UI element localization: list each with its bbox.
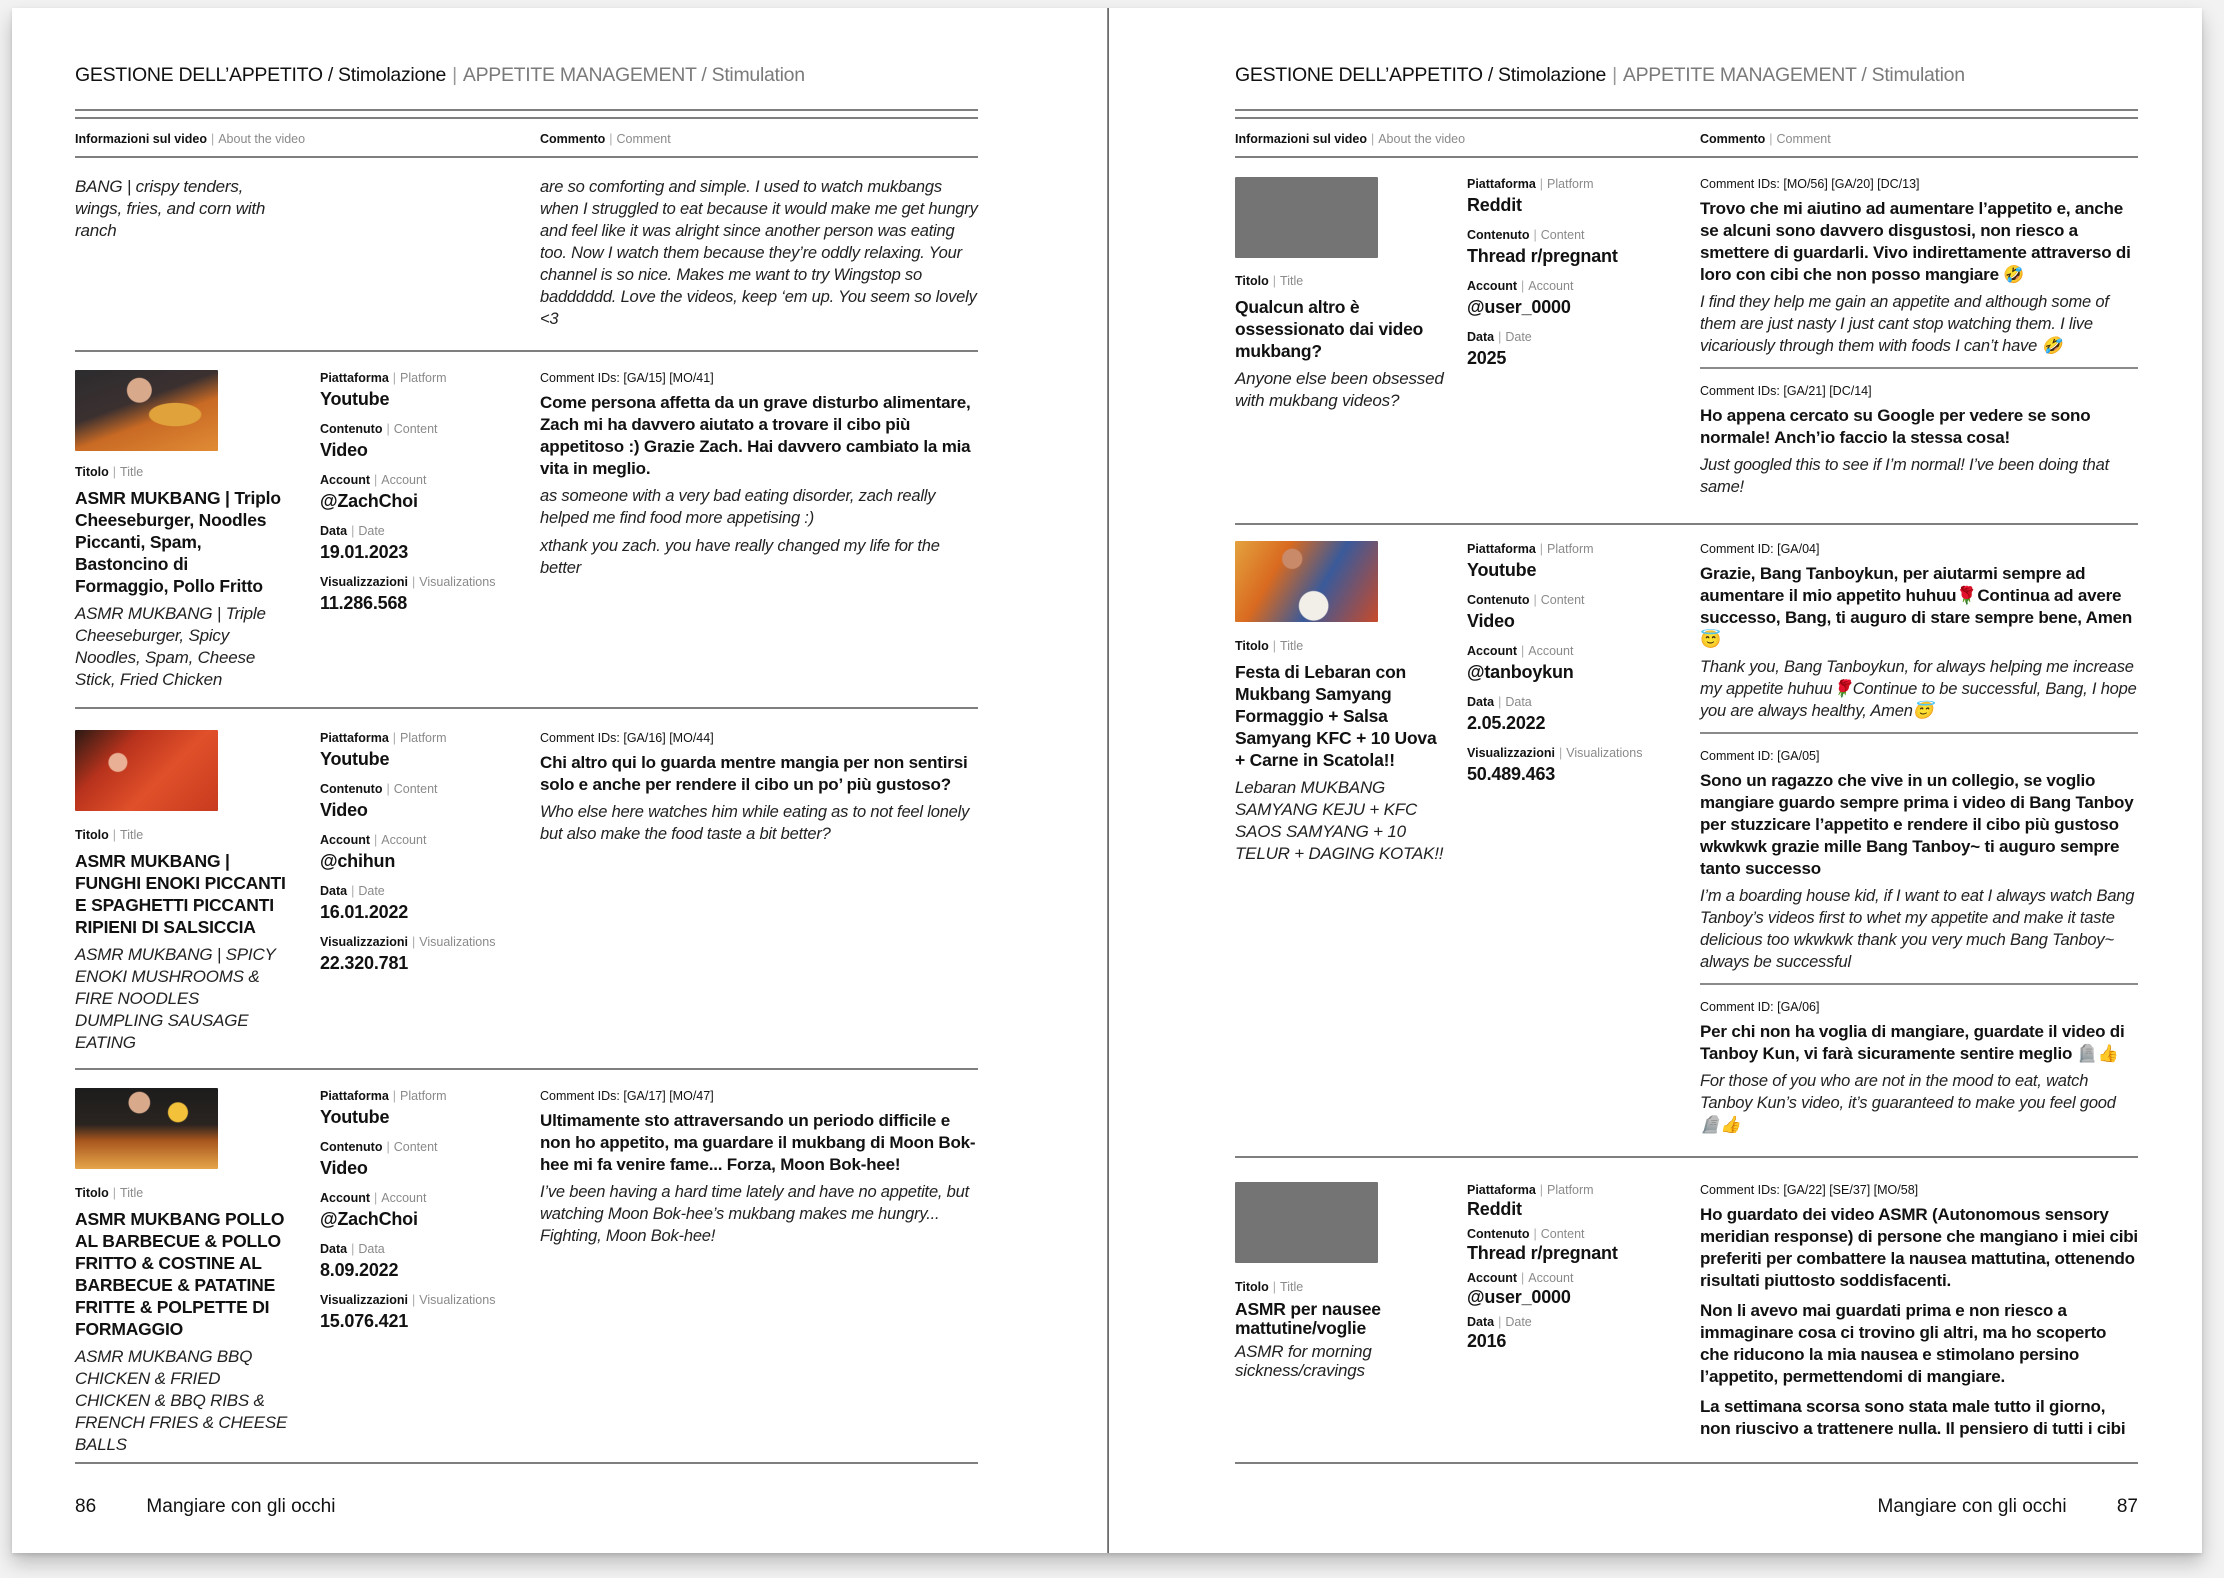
column-header-comment: Commento | Comment (540, 132, 671, 146)
date-value: 2.05.2022 (1467, 713, 1546, 733)
platform-label: Piattaforma | Platform (320, 371, 447, 385)
comment-it: Grazie, Bang Tanboykun, per aiutarmi sempre ad aumentare il mio appetito huhuu🌹Continua ad avere successo, Bang, ti auguro di stare sempre bene, Amen😇 (1700, 564, 2133, 649)
thread-title-en: ASMR for morning sickness/cravings (1235, 1342, 1372, 1380)
date-value: 16.01.2022 (320, 902, 409, 922)
video-thumbnail[interactable] (75, 730, 218, 811)
thread-title-it: Qualcun altro è ossessionato dai video mukbang? (1235, 297, 1424, 361)
comment-paragraph: Non li avevo mai guardati prima e non riesco a immaginare cosa ci trovino gli altri, ma ho scoperto che riducono la mia nausea e stimolano persino l’appetito, permettendomi di mangiare. (1700, 1301, 2107, 1386)
comment-divider (1700, 732, 2138, 734)
header-rule (75, 117, 978, 119)
video-title-it: Festa di Lebaran con Mukbang Samyang Formaggio + Salsa Samyang KFC + 10 Uova + Carne in Scatola!! (1235, 662, 1437, 770)
views-value: 50.489.463 (1467, 764, 1556, 784)
comment-en: as someone with a very bad eating disorder, zach really helped me find food more appetising :) (540, 487, 936, 527)
comment-divider (1700, 367, 2138, 369)
comment-ids: Comment IDs: [GA/16] [MO/44] (540, 731, 714, 745)
views-value: 22.320.781 (320, 953, 409, 973)
comment-it: Ultimamente sto attraversando un periodo difficile e non ho appetito, ma guardare il mukbang di Moon Bok-hee mi fa venire fame... Forza, Moon Bok-hee! (540, 1111, 976, 1174)
content-value: Thread r/pregnant (1467, 1243, 1618, 1263)
comment-it: Chi altro qui lo guarda mentre mangia per non sentirsi solo e anche per rendere il cibo un po’ più gustoso? (540, 753, 968, 794)
thread-title-it: ASMR per nausee mattutine/voglie (1235, 1299, 1381, 1338)
views-label: Visualizzazioni | Visualizations (320, 575, 496, 589)
content-label: Contenuto | Content (320, 422, 438, 436)
entry-divider (1235, 1156, 2138, 1158)
platform-value: Reddit (1467, 195, 1522, 215)
entry-divider (75, 350, 978, 352)
content-value: Video (320, 440, 368, 460)
comment-paragraph: La settimana scorsa sono stata male tutto il giorno, non riuscivo a trattenere nulla. Il pensiero di tutti i cibi (1700, 1397, 2126, 1438)
comment-en: I’ve been having a hard time lately and have no appetite, but watching Moon Bok-hee’s mukbang makes me hungry... Fighting, Moon Bok-hee! (540, 1183, 970, 1245)
views-value: 11.286.568 (320, 593, 408, 613)
page-number: 86 (75, 1496, 97, 1517)
account-value: @tanboykun (1467, 662, 1574, 682)
views-value: 15.076.421 (320, 1311, 409, 1331)
comment-en: I’m a boarding house kid, if I want to eat I always watch Bang Tanboy’s videos first to whet my appetite and make it taste delicious too wkwkwk thank you very much Bang Tanboy~ always be successful (1700, 887, 2135, 971)
comment-en: I find they help me gain an appetite and although some of them are just nasty I just cant stop watching them. I live vicariously through them with foods I can’t have 🤣 (1700, 293, 2109, 355)
account-value: @ZachChoi (320, 491, 418, 511)
date-value: 8.09.2022 (320, 1260, 399, 1280)
comment-en: Thank you, Bang Tanboykun, for always helping me increase my appetite huhuu🌹Continue to be successful, Bang, I hope you are always healthy, Amen😇 (1700, 658, 2137, 720)
comment-ids: Comment ID: [GA/05] (1700, 749, 1820, 763)
comment-en: Just googled this to see if I’m normal! I’ve been doing that same! (1700, 456, 2109, 496)
comment-ids: Comment IDs: [MO/56] [GA/20] [DC/13] (1700, 177, 1920, 191)
running-head: GESTIONE DELL’APPETITO / Stimolazione | APPETITE MANAGEMENT / Stimulation (1235, 64, 1965, 86)
content-value: Thread r/pregnant (1467, 246, 1618, 266)
comment-it: Sono un ragazzo che vive in un collegio, se voglio mangiare guardo sempre prima i video di Bang Tanboy per stuzzicare l’appetito e rendere il cibo più gustoso wkwkwk grazie mille Bang Tanboy~ ti auguro sempre tanto successo (1700, 771, 2134, 878)
content-value: Video (320, 1158, 368, 1178)
comment-it: Per chi non ha voglia di mangiare, guardate il video di Tanboy Kun, vi farà sicuramente sentire meglio 🪦👍 (1700, 1022, 2125, 1063)
video-thumbnail[interactable] (75, 370, 218, 451)
page-number: 87 (2116, 1496, 2138, 1517)
content-value: Video (320, 800, 368, 820)
column-header-video-info: Informazioni sul video | About the video (1235, 132, 1466, 146)
comment-ids: Comment IDs: [GA/22] [SE/37] [MO/58] (1700, 1183, 1919, 1197)
thread-title-en: Anyone else been obsessed with mukbang videos? (1235, 369, 1444, 410)
video-title-it: ASMR MUKBANG | Triplo Cheeseburger, Noodles Piccanti, Spam, Bastoncino di Formaggio, Pollo Fritto (75, 488, 281, 596)
book-title: Mangiare con gli occhi (146, 1496, 336, 1517)
comment-ids: Comment ID: [GA/06] (1700, 1000, 1820, 1014)
comment-ids: Comment IDs: [GA/15] [MO/41] (540, 371, 714, 385)
video-thumbnail[interactable] (75, 1088, 218, 1169)
video-title-en: ASMR MUKBANG | SPICY ENOKI MUSHROOMS & FIRE NOODLES DUMPLING SAUSAGE EATING (75, 945, 276, 1052)
platform-value: Youtube (320, 749, 390, 769)
comment-it: Come persona affetta da un grave disturbo alimentare, Zach mi ha davvero aiutato a trovare il cibo più appetitoso :) Grazie Zach. Hai davvero cambiato la mia vita in meglio. (540, 393, 971, 478)
video-title-en: BANG | crispy tenders, wings, fries, and corn with ranch (75, 177, 266, 240)
right-page: GESTIONE DELL’APPETITO / Stimolazione | APPETITE MANAGEMENT / Stimulation Informazioni sul video | About the video Commento | Comment Titolo | Title Qualcun altro è ossessionato dai video mukbang? Anyone else been obsessed with mukbang videos? Piattaforma | Platform Reddit Contenuto | Content Thread r/pregnant Account | Account @user_0000 Data | Date 2025 Comment IDs: [MO/56] [GA/20] [DC/13] Trovo che mi aiutino ad aumentare l’appetito e, anche se alcuni sono davvero disgustosi, non riesco a smettere di guardarli. Vivo indirettamente attraverso di loro con cibi che non posso mangiare 🤣 I find they help me gain an appetite and although some of them are just nasty I just cant stop watching them. I live vicariously through them with foods I can’t have 🤣 Comment IDs: [GA/21] [DC/14] Ho appena cercato su Google per vedere se sono normale! Anch’io faccio la stessa cosa! Just googled this to see if I’m normal! I’ve been doing that same! Titolo | Title Festa di Lebaran con Mukbang Samyang Formaggio + Salsa Samyang KFC + 10 Uova + Carne in Scatola!! Lebaran MUKBANG SAMYANG KEJU + KFC SAOS SAMYANG + 10 TELUR + DAGING KOTAK!! Piattaforma | Platform Youtube Contenuto | Content Video Account | Account @tanboykun Data | Data 2.05.2022 Visualizzazioni | Visualizations 50.489.463 Comment ID: [GA/04] Grazie, Bang Tanboykun, per aiutarmi sempre ad aumentare il mio appetito huhuu🌹Continua ad avere successo, Bang, ti auguro di stare sempre bene, Amen😇 Thank you, Bang Tanboykun, for always helping me increase my appetite huhuu🌹Continue to be successful, Bang, I hope you are always healthy, Amen😇 Comment ID: [GA/05] Sono un ragazzo che vive in un collegio, se voglio mangiare guardo sempre prima i video di Bang Tanboy per stuzzicare l’appetito e rendere il cibo più gustoso wkwkwk grazie mille Bang Tanboy~ ti auguro sempre tanto successo I’m a boarding house kid, if I want to eat I always watch Bang Tanboy’s videos first to whet my appetite and make it taste delicious too wkwkwk thank you very much Bang Tanboy~ always be successful Comment ID: [GA/06] Per chi non ha voglia di mangiare, guardate il video di Tanboy Kun, vi farà sicuramente sentire meglio 🪦👍 For those of you who are not in the mood to eat, watch Tanboy Kun’s video, it’s guaranteed to make you feel good 🪦👍 Titolo | Title ASMR per nausee mattutine/voglie ASMR for morning sickness/cravings Piattaforma | Platform Reddit Contenuto | Content Thread r/pregnant Account | Account @user_0000 Data | Date 2016 Comment IDs: [GA/22] [SE/37] [MO/58] Ho guardato dei video ASMR (Autonomous sensory meridian response) di persone che mangiano i miei cibi preferiti per combattere la nausea mattutina, ottenendo risultati piuttosto soddisfacenti. Non li avevo mai guardati prima e non riesco a immaginare cosa ci trovino gli altri, ma ho scoperto che riducono la mia nausea e stimolano persino l’appetito, permettendomi di mangiare. La settimana scorsa sono stata male tutto il giorno, non riuscivo a trattenere nulla. Il pensiero di tutti i cibi Mangiare con gli occhi 87 (1235, 64, 2138, 1517)
comment-en: For those of you who are not in the mood to eat, watch Tanboy Kun’s video, it’s guaranteed to make you feel good 🪦👍 (1700, 1072, 2116, 1134)
video-thumbnail[interactable] (1235, 541, 1378, 622)
account-label: Account | Account (320, 473, 427, 487)
comment-ids: Comment IDs: [GA/17] [MO/47] (540, 1089, 714, 1103)
account-value: @user_0000 (1467, 1287, 1571, 1307)
video-title-it: ASMR MUKBANG POLLO AL BARBECUE & POLLO FRITTO & COSTINE AL BARBECUE & PATATINE FRITTE & POLPETTE DI FORMAGGIO (75, 1209, 285, 1339)
entry-divider (75, 1068, 978, 1070)
comment-it: Ho appena cercato su Google per vedere se sono normale! Anch’io faccio la stessa cosa! (1700, 406, 2091, 447)
comment-ids: Comment IDs: [GA/21] [DC/14] (1700, 384, 1872, 398)
comment-divider (1700, 983, 2138, 985)
page-footer (75, 1496, 335, 1518)
comment-paragraph: Ho guardato dei video ASMR (Autonomous sensory meridian response) di persone che mangiano i miei cibi preferiti per combattere la nausea mattutina, ottenendo risultati piuttosto soddisfacenti. (1700, 1205, 2138, 1290)
account-value: @user_0000 (1467, 297, 1571, 317)
comment-en: are so comforting and simple. I used to watch mukbangs when I struggled to eat because it would make me get hungry and feel like it was alright since another person was eating too. Now I watch them because they’re oddly relaxing. Your channel is so nice. Makes me want to try Wingstop so badddddd. Love the videos, keep ‘em up. You seem so lovely <3 (540, 178, 978, 328)
title-label: Titolo | Title (75, 465, 144, 479)
header-rule (75, 109, 978, 111)
platform-value: Youtube (320, 1107, 390, 1127)
platform-value: Youtube (1467, 560, 1537, 580)
thumbnail-placeholder (1235, 177, 1378, 258)
video-title-it: ASMR MUKBANG | FUNGHI ENOKI PICCANTI E SPAGHETTI PICCANTI RIPIENI DI SALSICCIA (75, 851, 286, 937)
column-header-video-info: Informazioni sul video | About the video (75, 132, 306, 146)
footer-rule (1235, 1462, 2138, 1464)
video-title-en: Lebaran MUKBANG SAMYANG KEJU + KFC SAOS SAMYANG + 10 TELUR + DAGING KOTAK!! (1235, 778, 1444, 863)
comment-en: xthank you zach. you have really changed my life for the better (540, 537, 940, 577)
account-value: @chihun (320, 851, 396, 871)
book-title: Mangiare con gli occhi (1877, 1496, 2067, 1517)
comment-en: Who else here watches him while eating as to not feel lonely but also make the food taste a bit better? (540, 803, 970, 843)
column-header-rule (75, 156, 978, 158)
column-header-comment: Commento | Comment (1700, 132, 1831, 146)
date-value: 2025 (1467, 348, 1507, 368)
date-value: 2016 (1467, 1331, 1507, 1351)
video-title-en: ASMR MUKBANG BBQ CHICKEN & FRIED CHICKEN & BBQ RIBS & FRENCH FRIES & CHEESE BALLS (75, 1347, 288, 1454)
book-spread (12, 8, 2202, 1553)
entry-divider (75, 707, 978, 709)
date-label: Data | Date (320, 524, 385, 538)
video-title-en: ASMR MUKBANG | Triple Cheeseburger, Spicy Noodles, Spam, Cheese Stick, Fried Chicken (75, 604, 266, 689)
footer-rule (75, 1462, 978, 1464)
comment-ids: Comment ID: [GA/04] (1700, 542, 1820, 556)
left-page: GESTIONE DELL’APPETITO / Stimolazione | APPETITE MANAGEMENT / Stimulation Informazioni sul video | About the video Commento | Comment BANG | crispy tenders, wings, fries, and corn with ranch are so comforting and simple. I used to watch mukbangs when I struggled to eat because it would make me get hungry and feel like it was alright since another person was eating too. Now I watch them because they’re oddly relaxing. Your channel is so nice. Makes me want to try Wingstop so badddddd. Love the videos, keep ‘em up. You seem so lovely <3 Titolo | Title ASMR MUKBANG | Triplo Cheeseburger, Noodles Piccanti, Spam, Bastoncino di Formaggio, Pollo Fritto ASMR MUKBANG | Triple Cheeseburger, Spicy Noodles, Spam, Cheese Stick, Fried Chicken Piattaforma | Platform Youtube Contenuto | Content Video Account | Account @ZachChoi Data | Date 19.01.2023 Visualizzazioni | Visualizations 11.286.568 Comment IDs: [GA/15] [MO/41] Come persona affetta da un grave disturbo alimentare, Zach mi ha davvero aiutato a trovare il cibo più appetitoso :) Grazie Zach. Hai davvero cambiato la mia vita in meglio. as someone with a very bad eating disorder, zach really helped me find food more appetising :) xthank you zach. you have really changed my life for the better Titolo | Title ASMR MUKBANG | FUNGHI ENOKI PICCANTI E SPAGHETTI PICCANTI RIPIENI DI SALSICCIA ASMR MUKBANG | SPICY ENOKI MUSHROOMS & FIRE NOODLES DUMPLING SAUSAGE EATING Piattaforma | Platform Youtube Contenuto | Content Video Account | Account @chihun Data | Date 16.01.2022 Visualizzazioni | Visualizations 22.320.781 Comment IDs: [GA/16] [MO/44] Chi altro qui lo guarda mentre mangia per non sentirsi solo e anche per rendere il cibo un po’ più gustoso? Who else here watches him while eating as to not feel lonely but also make the food taste a bit better? Titolo | Title ASMR MUKBANG POLLO AL BARBECUE & POLLO FRITTO & COSTINE AL BARBECUE & PATATINE FRITTE & POLPETTE DI FORMAGGIO ASMR MUKBANG BBQ CHICKEN & FRIED CHICKEN & BBQ RIBS & FRENCH FRIES & CHEESE BALLS Piattaforma | Platform Youtube Contenuto | Content Video Account | Account @ZachChoi Data | Data 8.09.2022 Visualizzazioni | Visualizations 15.076.421 Comment IDs: [GA/17] [MO/47] Ultimamente sto attraversando un periodo difficile e non ho appetito, ma guardare il mukbang di Moon Bok-hee mi fa venire fame... Forza, Moon Bok-hee! I’ve been having a hard time lately and have no appetite, but watching Moon Bok-hee’s mukbang makes me hungry... Fighting, Moon Bok-hee! 86 Mangiare con gli occhi (75, 64, 978, 1517)
date-value: 19.01.2023 (320, 542, 409, 562)
page-footer (1235, 1496, 2138, 1518)
running-head: GESTIONE DELL’APPETITO / Stimolazione | APPETITE MANAGEMENT / Stimulation (75, 64, 805, 86)
thumbnail-placeholder (1235, 1182, 1378, 1263)
title-label: Titolo | Title (75, 828, 144, 842)
entry-divider (1235, 523, 2138, 525)
platform-value: Reddit (1467, 1199, 1522, 1219)
comment-it: Trovo che mi aiutino ad aumentare l’appetito e, anche se alcuni sono davvero disgustosi, non riesco a smettere di guardarli. Vivo indirettamente attraverso di loro con cibi che non posso mangiare 🤣 (1700, 199, 2131, 284)
platform-value: Youtube (320, 389, 390, 409)
content-value: Video (1467, 611, 1515, 631)
account-value: @ZachChoi (320, 1209, 418, 1229)
